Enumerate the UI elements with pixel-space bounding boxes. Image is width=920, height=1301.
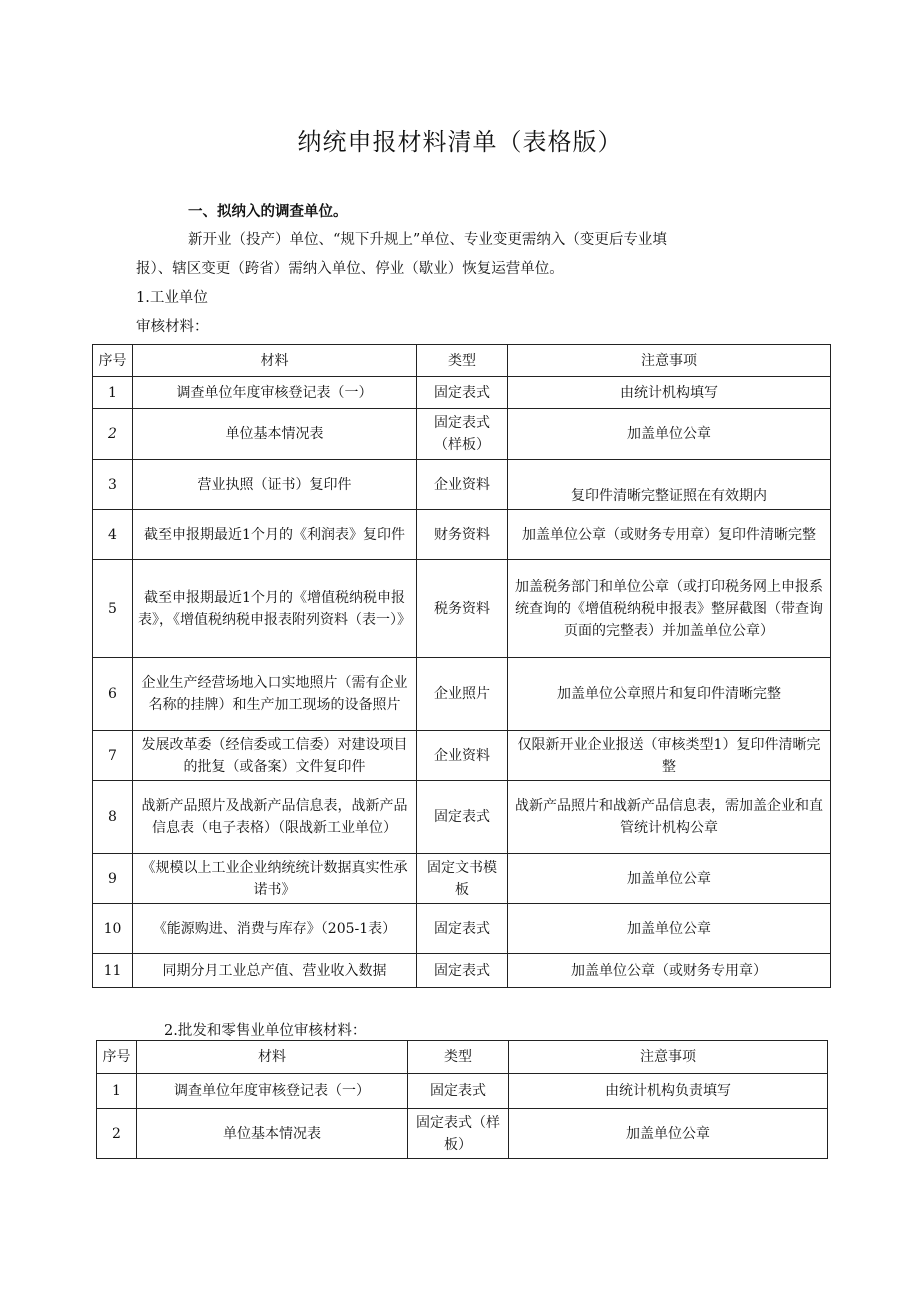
row-no: 2 — [97, 1109, 137, 1159]
row-material: 同期分月工业总产值、营业收入数据 — [133, 954, 417, 988]
table-row — [93, 731, 831, 781]
row-no: 2 — [93, 409, 133, 460]
row-note: 加盖单位公章 — [509, 1109, 828, 1159]
row-no: 6 — [93, 658, 133, 731]
table-row — [93, 854, 831, 904]
table-row — [93, 904, 831, 954]
row-type: 财务资料 — [417, 510, 508, 560]
row-material: 战新产品照片及战新产品信息表，战新产品信息表（电子表格）（限战新工业单位） — [133, 781, 417, 854]
header-type: 类型 — [417, 345, 508, 377]
row-no: 5 — [93, 560, 133, 658]
table-row — [93, 781, 831, 854]
row-type: 固定表式（样板） — [417, 409, 508, 460]
row-note: 加盖单位公章照片和复印件清晰完整 — [508, 658, 831, 731]
row-no: 10 — [93, 904, 133, 954]
header-type: 类型 — [408, 1041, 509, 1074]
row-type: 固定表式 — [408, 1074, 509, 1109]
row-note: 加盖单位公章 — [508, 854, 831, 904]
row-note: 战新产品照片和战新产品信息表，需加盖企业和直管统计机构公章 — [508, 781, 831, 854]
header-note: 注意事项 — [508, 345, 831, 377]
row-no: 7 — [93, 731, 133, 781]
review-materials-label: 审核材料： — [136, 319, 209, 335]
row-material: 调查单位年度审核登记表（一） — [133, 377, 417, 409]
row-material: 企业生产经营场地入口实地照片（需有企业名称的挂牌）和生产加工现场的设备照片 — [133, 658, 417, 731]
row-type: 税务资料 — [417, 560, 508, 658]
row-material: 单位基本情况表 — [133, 409, 417, 460]
table-row — [93, 510, 831, 560]
row-no: 4 — [93, 510, 133, 560]
table-row — [97, 1109, 828, 1159]
row-material: 《能源购进、消费与库存》（205-1表） — [133, 904, 417, 954]
row-note: 加盖税务部门和单位公章（或打印税务网上申报系统查询的《增值税纳税申报表》整屏截图（带查询页面的完整表）并加盖单位公章） — [508, 560, 831, 658]
row-note: 加盖单位公章 — [508, 409, 831, 460]
row-type: 企业资料 — [417, 460, 508, 510]
header-no: 序号 — [97, 1041, 137, 1074]
header-no: 序号 — [93, 345, 133, 377]
row-type: 固定表式 — [417, 377, 508, 409]
wholesale-materials-table — [96, 1040, 828, 1159]
row-no: 3 — [93, 460, 133, 510]
wholesale-retail-label: 2.批发和零售业单位审核材料： — [164, 1023, 367, 1039]
table-row — [93, 409, 831, 460]
table-row — [93, 954, 831, 988]
row-material: 营业执照（证书）复印件 — [133, 460, 417, 510]
document-title: 纳统申报材料清单（表格版） — [297, 128, 623, 156]
row-note: 加盖单位公章（或财务专用章） — [508, 954, 831, 988]
row-type: 企业资料 — [417, 731, 508, 781]
row-note: 由统计机构负责填写 — [509, 1074, 828, 1109]
table-header-row — [97, 1041, 828, 1074]
row-material: 截至申报期最近1个月的《增值税纳税申报表》，《增值税纳税申报表附列资料（表一）》 — [133, 560, 417, 658]
row-material: 截至申报期最近1个月的《利润表》复印件 — [133, 510, 417, 560]
row-no: 11 — [93, 954, 133, 988]
row-no: 8 — [93, 781, 133, 854]
intro-line-2: 报）、辖区变更（跨省）需纳入单位、停业（歇业）恢复运营单位。 — [136, 261, 564, 277]
row-no: 9 — [93, 854, 133, 904]
row-material: 《规模以上工业企业纳统统计数据真实性承诺书》 — [133, 854, 417, 904]
intro-line-1: 新开业（投产）单位、“规下升规上”单位、专业变更需纳入（变更后专业填 — [188, 232, 667, 248]
row-material: 调查单位年度审核登记表（一） — [137, 1074, 408, 1109]
row-type: 固定表式 — [417, 904, 508, 954]
row-type: 固定表式 — [417, 781, 508, 854]
row-note: 由统计机构填写 — [508, 377, 831, 409]
row-note: 加盖单位公章（或财务专用章）复印件清晰完整 — [508, 510, 831, 560]
row-type: 企业照片 — [417, 658, 508, 731]
table-row — [97, 1074, 828, 1109]
row-note: 仅限新开业企业报送（审核类型1）复印件清晰完整 — [508, 731, 831, 781]
header-note: 注意事项 — [509, 1041, 828, 1074]
row-material: 单位基本情况表 — [137, 1109, 408, 1159]
row-material: 发展改革委（经信委或工信委）对建设项目的批复（或备案）文件复印件 — [133, 731, 417, 781]
row-no: 1 — [97, 1074, 137, 1109]
row-type: 固定表式（样板） — [408, 1109, 509, 1159]
table-row — [93, 658, 831, 731]
header-material: 材料 — [137, 1041, 408, 1074]
row-no: 1 — [93, 377, 133, 409]
row-type: 固定表式 — [417, 954, 508, 988]
industrial-unit-label: 1.工业单位 — [136, 290, 208, 306]
table-row — [93, 377, 831, 409]
row-type: 固定文书模板 — [417, 854, 508, 904]
row-note: 复印件清晰完整证照在有效期内 — [508, 460, 831, 510]
row-note: 加盖单位公章 — [508, 904, 831, 954]
table-row — [93, 560, 831, 658]
header-material: 材料 — [133, 345, 417, 377]
industrial-materials-table — [92, 344, 831, 988]
table-row — [93, 460, 831, 510]
table-header-row — [93, 345, 831, 377]
section1-heading: 一、拟纳入的调查单位。 — [188, 204, 348, 220]
